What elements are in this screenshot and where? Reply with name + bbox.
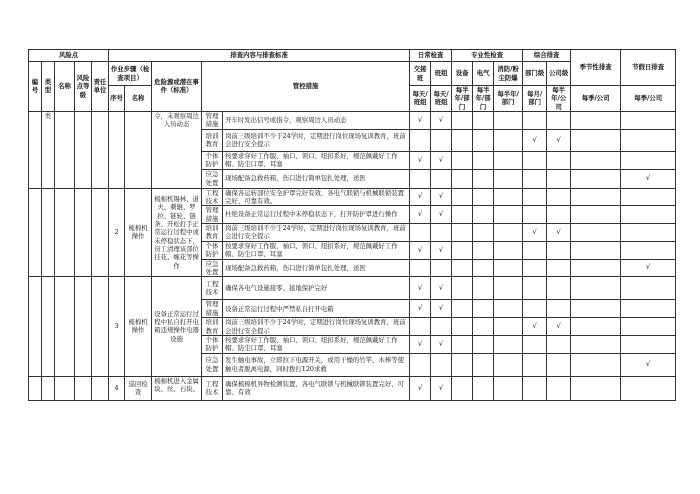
measure-text: 现场配备急救药箱，伤口进行简单包扎处理，送医 xyxy=(223,169,410,188)
seq-header: 序号 xyxy=(109,86,125,112)
equipment-check xyxy=(452,259,473,277)
code-cell xyxy=(29,188,42,277)
handover-freq: 每天/班组 xyxy=(410,86,431,112)
team-check: √ xyxy=(431,277,452,300)
measure-kind: 应急处置 xyxy=(202,259,223,277)
measure-text: 开车时发出信号或指令，观察周边人员动态 xyxy=(223,111,410,129)
holiday-check xyxy=(621,241,676,259)
risk-level-cell xyxy=(75,111,92,188)
measure-kind: 管理措施 xyxy=(202,206,223,224)
measure-kind: 管理措施 xyxy=(202,111,223,129)
dept-check xyxy=(523,169,547,188)
equipment-check xyxy=(452,277,473,300)
resp-unit-cell xyxy=(92,188,109,277)
fire-check xyxy=(494,259,523,277)
step-seq: 4 xyxy=(109,376,125,400)
measure-text: 现场配备急救药箱，伤口进行简单包扎处理，送医 xyxy=(223,259,410,277)
fire-check xyxy=(494,151,523,169)
company-check xyxy=(547,241,571,259)
resp-unit-cell xyxy=(92,376,109,400)
risk-check-table xyxy=(28,49,676,401)
handover-check xyxy=(410,129,431,151)
equipment-check xyxy=(452,206,473,224)
handover-check: √ xyxy=(410,376,431,400)
dept-check xyxy=(523,111,547,129)
handover-check: √ xyxy=(410,151,431,169)
company-check xyxy=(547,259,571,277)
equipment-check xyxy=(452,376,473,400)
seasonal-check xyxy=(571,188,621,206)
team-check: √ xyxy=(431,188,452,206)
company-check xyxy=(547,376,571,400)
holiday-check xyxy=(621,188,676,206)
measures-header: 管控措施 xyxy=(202,62,410,112)
holiday-check: √ xyxy=(621,169,676,188)
company-check: √ xyxy=(547,318,571,336)
measure-text: 杜绝设备正常运行过程中未停稳状态下，打开防护罩进行操作 xyxy=(223,206,410,224)
content-standard-header: 排查内容与排查标准 xyxy=(109,50,410,62)
equipment-check xyxy=(452,169,473,188)
company-check: √ xyxy=(547,129,571,151)
electrical-check xyxy=(473,111,494,129)
type-cell xyxy=(42,188,55,277)
daily-check-header: 日常检查 xyxy=(410,50,452,62)
measure-text: 岗前三级培训不少于24学时，定期进行岗位现场复训教育，班前会进行安全提示 xyxy=(223,223,410,241)
electrical-check xyxy=(473,300,494,318)
name-cell xyxy=(55,277,75,376)
handover-check: √ xyxy=(410,206,431,224)
fire-check xyxy=(494,335,523,353)
seasonal-check xyxy=(571,376,621,400)
resp-unit-header: 责任单位 xyxy=(92,62,109,112)
measure-kind: 工程技术 xyxy=(202,376,223,400)
electrical-check xyxy=(473,259,494,277)
name-cell xyxy=(55,111,75,188)
equipment-check xyxy=(452,318,473,336)
table-row xyxy=(29,111,676,129)
company-check xyxy=(547,277,571,300)
holiday-check xyxy=(621,129,676,151)
risk-level-cell xyxy=(75,188,92,277)
measure-kind: 应急处置 xyxy=(202,353,223,376)
company-check xyxy=(547,206,571,224)
measure-text: 岗前三级培训不少于24学时，定期进行岗位现场复训教育，班前会进行安全提示 xyxy=(223,129,410,151)
fire-check xyxy=(494,277,523,300)
measure-kind: 个体防护 xyxy=(202,335,223,353)
step-name: 巡回检查 xyxy=(125,376,152,400)
seasonal-check xyxy=(571,169,621,188)
handover-check: √ xyxy=(410,300,431,318)
holiday-check xyxy=(621,111,676,129)
equipment-check xyxy=(452,151,473,169)
equipment-header: 设备 xyxy=(452,62,473,86)
holiday-check xyxy=(621,335,676,353)
step-seq: 2 xyxy=(109,188,125,277)
seasonal-check xyxy=(571,241,621,259)
step-name: 梳棉机操作 xyxy=(125,277,152,376)
handover-check: √ xyxy=(410,277,431,300)
measure-text: 确保各电气设施接零、接地保护完好 xyxy=(223,277,410,300)
type-header: 类型 xyxy=(42,62,55,112)
seasonal-check xyxy=(571,129,621,151)
seasonal-check xyxy=(571,259,621,277)
electrical-freq: 每半年/部门 xyxy=(473,86,494,112)
holiday-check xyxy=(621,206,676,224)
measure-kind: 个体防护 xyxy=(202,241,223,259)
equipment-freq: 每半年/部门 xyxy=(452,86,473,112)
table-row xyxy=(29,376,676,400)
step-hazard: 设备正常运行过程中私自打开电箱违规操作电器设施 xyxy=(152,277,202,376)
electrical-check xyxy=(473,129,494,151)
measure-text: 按要求穿好工作服，袖口、领口、纽扣系好，规范佩戴好工作帽、防尘口罩、耳塞 xyxy=(223,151,410,169)
team-check xyxy=(431,318,452,336)
company-check xyxy=(547,169,571,188)
risk-level-header: 风险点等级 xyxy=(75,62,92,112)
name-cell xyxy=(55,376,75,400)
dept-check xyxy=(523,151,547,169)
dept-freq: 每月/部门 xyxy=(523,86,547,112)
team-check xyxy=(431,169,452,188)
fire-header: 消防/粉尘防爆 xyxy=(494,62,523,86)
team-check: √ xyxy=(431,111,452,129)
electrical-check xyxy=(473,241,494,259)
seasonal-check-header: 季节性排查 xyxy=(571,50,621,86)
measure-text: 按要求穿好工作服，袖口、领口、纽扣系好，规范佩戴好工作帽、防尘口罩、耳塞 xyxy=(223,335,410,353)
hazard-header: 危险源或潜在事件（标准） xyxy=(152,62,202,112)
measure-kind: 培训教育 xyxy=(202,318,223,336)
handover-check xyxy=(410,318,431,336)
code-cell xyxy=(29,376,42,400)
code-cell xyxy=(29,277,42,376)
fire-check xyxy=(494,111,523,129)
team-check: √ xyxy=(431,300,452,318)
seasonal-check xyxy=(571,206,621,224)
measure-kind: 个体防护 xyxy=(202,151,223,169)
dept-check xyxy=(523,300,547,318)
electrical-check xyxy=(473,169,494,188)
step-header: 作业步骤（检查项目） xyxy=(109,62,152,86)
team-check xyxy=(431,353,452,376)
fire-check xyxy=(494,206,523,224)
measure-kind: 工程技术 xyxy=(202,188,223,206)
handover-check xyxy=(410,169,431,188)
handover-check: √ xyxy=(410,188,431,206)
equipment-check xyxy=(452,353,473,376)
team-check xyxy=(431,259,452,277)
name-cell xyxy=(55,188,75,277)
seasonal-check xyxy=(571,111,621,129)
code-cell xyxy=(29,111,42,188)
handover-check xyxy=(410,353,431,376)
team-check: √ xyxy=(431,376,452,400)
holiday-check: √ xyxy=(621,353,676,376)
dept-check: √ xyxy=(523,129,547,151)
handover-check: √ xyxy=(410,241,431,259)
measure-kind: 培训教育 xyxy=(202,129,223,151)
measure-text: 设备正常运行过程中严禁私自打开电箱 xyxy=(223,300,410,318)
team-header: 班组 xyxy=(431,62,452,86)
comprehensive-check-header: 综合排查 xyxy=(523,50,571,62)
team-check: √ xyxy=(431,335,452,353)
company-check xyxy=(547,188,571,206)
fire-check xyxy=(494,129,523,151)
measure-text: 确保各运转部位安全护罩完好有效，各电气联锁与机械联锁装置完好、可靠有效。 xyxy=(223,188,410,206)
seasonal-check xyxy=(571,335,621,353)
electrical-check xyxy=(473,223,494,241)
fire-check xyxy=(494,188,523,206)
holiday-check xyxy=(621,376,676,400)
electrical-check xyxy=(473,206,494,224)
seasonal-check xyxy=(571,353,621,376)
dept-check xyxy=(523,259,547,277)
handover-check xyxy=(410,259,431,277)
company-freq: 每半年/公司 xyxy=(547,86,571,112)
measure-text: 确保梳棉机异物检测装置、各电气联锁与机械联锁装置完好、可靠、有效 xyxy=(223,376,410,400)
equipment-check xyxy=(452,111,473,129)
table-row xyxy=(29,188,676,206)
seq-cell xyxy=(109,111,125,188)
electrical-check xyxy=(473,188,494,206)
fire-check xyxy=(494,300,523,318)
handover-check xyxy=(410,223,431,241)
equipment-check xyxy=(452,241,473,259)
holiday-check-header: 节假日排查 xyxy=(621,50,676,86)
seasonal-freq: 每季/公司 xyxy=(571,86,621,112)
type-cell: 类 xyxy=(42,111,55,188)
company-check xyxy=(547,353,571,376)
fire-check xyxy=(494,223,523,241)
electrical-check xyxy=(473,353,494,376)
seasonal-check xyxy=(571,318,621,336)
company-check xyxy=(547,111,571,129)
holiday-check xyxy=(621,277,676,300)
name-header: 名称 xyxy=(55,62,75,112)
seasonal-check xyxy=(571,151,621,169)
electrical-check xyxy=(473,318,494,336)
team-check xyxy=(431,129,452,151)
company-check xyxy=(547,300,571,318)
measure-text: 发生触电事故，立即拉下电源开关，或用干燥的竹竿、木棒等使触电者脱离电源，同时拨打120求救 xyxy=(223,353,410,376)
fire-check xyxy=(494,353,523,376)
step-hazard: 梳棉机进入金属块、丝、石块、 xyxy=(152,376,202,400)
measure-text: 按要求穿好工作服，袖口、领口、纽扣系好，规范佩戴好工作帽、防尘口罩、耳塞 xyxy=(223,241,410,259)
handover-header: 交接班 xyxy=(410,62,431,86)
dept-check xyxy=(523,241,547,259)
equipment-check xyxy=(452,223,473,241)
electrical-check xyxy=(473,335,494,353)
equipment-check xyxy=(452,129,473,151)
seasonal-check xyxy=(571,277,621,300)
fire-check xyxy=(494,169,523,188)
measure-kind: 管理措施 xyxy=(202,300,223,318)
professional-check-header: 专业性检查 xyxy=(452,50,523,62)
company-check xyxy=(547,151,571,169)
seasonal-check xyxy=(571,300,621,318)
dept-check xyxy=(523,353,547,376)
hazard-cell: 令，未观察周边人员动态 xyxy=(152,111,202,188)
type-cell xyxy=(42,277,55,376)
dept-check: √ xyxy=(523,318,547,336)
holiday-check: √ xyxy=(621,259,676,277)
company-level-header: 公司级 xyxy=(547,62,571,86)
electrical-check xyxy=(473,277,494,300)
step-name: 梳棉机操作 xyxy=(125,188,152,277)
holiday-freq: 每季/公司 xyxy=(621,86,676,112)
fire-check xyxy=(494,376,523,400)
equipment-check xyxy=(452,300,473,318)
measure-kind: 培训教育 xyxy=(202,223,223,241)
measure-kind: 应急处置 xyxy=(202,169,223,188)
handover-check: √ xyxy=(410,111,431,129)
dept-check xyxy=(523,206,547,224)
company-check xyxy=(547,335,571,353)
holiday-check xyxy=(621,223,676,241)
risk-level-cell xyxy=(75,277,92,376)
risk-point-header: 风险点 xyxy=(29,50,109,62)
code-header: 编号 xyxy=(29,62,42,112)
dept-level-header: 部门级 xyxy=(523,62,547,86)
step-hazard: 梳棉机锡林、道夫、刺辊、罗拉、链轮、链条、开松打手正常运行过程中或未停稳状态下，员工清理该部位挂花、缠花等操作 xyxy=(152,188,202,277)
dept-check xyxy=(523,188,547,206)
team-check: √ xyxy=(431,206,452,224)
seasonal-check xyxy=(571,223,621,241)
resp-unit-cell xyxy=(92,277,109,376)
equipment-check xyxy=(452,335,473,353)
fire-freq: 每半年/部门 xyxy=(494,86,523,112)
dept-check xyxy=(523,335,547,353)
dept-check: √ xyxy=(523,223,547,241)
measure-text: 岗前三级培训不少于24学时，定期进行岗位现场复训教育，班前会进行安全提示 xyxy=(223,318,410,336)
step-name-header: 名称 xyxy=(125,86,152,112)
team-check: √ xyxy=(431,151,452,169)
electrical-check xyxy=(473,376,494,400)
electrical-header: 电气 xyxy=(473,62,494,86)
team-check: √ xyxy=(431,241,452,259)
fire-check xyxy=(494,318,523,336)
type-cell xyxy=(42,376,55,400)
step-name-cell xyxy=(125,111,152,188)
table-row xyxy=(29,277,676,300)
holiday-check xyxy=(621,318,676,336)
handover-check: √ xyxy=(410,335,431,353)
risk-level-cell xyxy=(75,376,92,400)
electrical-check xyxy=(473,151,494,169)
fire-check xyxy=(494,241,523,259)
dept-check xyxy=(523,376,547,400)
holiday-check xyxy=(621,300,676,318)
team-freq: 每天/班组 xyxy=(431,86,452,112)
step-seq: 3 xyxy=(109,277,125,376)
team-check xyxy=(431,223,452,241)
company-check: √ xyxy=(547,223,571,241)
dept-check xyxy=(523,277,547,300)
measure-kind: 工程技术 xyxy=(202,277,223,300)
equipment-check xyxy=(452,188,473,206)
holiday-check xyxy=(621,151,676,169)
resp-unit-cell xyxy=(92,111,109,188)
